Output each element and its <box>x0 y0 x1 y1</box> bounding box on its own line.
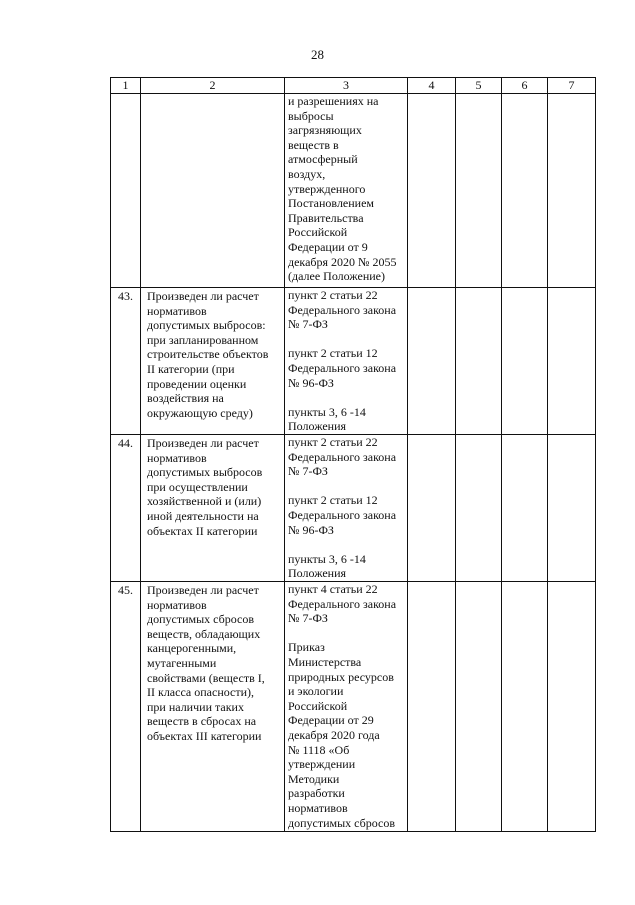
cell-col4 <box>408 94 456 288</box>
row-number: 45. <box>111 582 141 832</box>
table-row <box>111 435 596 582</box>
cell-col7 <box>548 94 596 288</box>
row-legal-basis: пункт 4 статьи 22 Федерального закона № 7-ФЗ Приказ Министерства природных ресурсов и экологии Российской Федерации от 29 декабря 2020 года № 1118 «Об утверждении Методики разработки нормативов допустимых сбросов <box>285 582 408 832</box>
table-row <box>111 582 596 832</box>
row-col6 <box>502 582 548 832</box>
row-col4 <box>408 288 456 435</box>
header-col-4: 4 <box>408 78 456 94</box>
row-col6 <box>502 288 548 435</box>
table-row <box>111 288 596 435</box>
row-number: 44. <box>111 435 141 582</box>
row-col7 <box>548 582 596 832</box>
row-question: Произведен ли расчет нормативов допустимых сбросов веществ, обладающих канцерогенными, мутагенными свойствами (веществ I, II класса опасности), при наличии таких веществ в сбросах на объектах III категории <box>141 582 285 832</box>
header-col-6: 6 <box>502 78 548 94</box>
row-question: Произведен ли расчет нормативов допустимых выбросов при осуществлении хозяйственной и (или) иной деятельности на объектах II категории <box>141 435 285 582</box>
row-col4 <box>408 435 456 582</box>
cell-question <box>141 94 285 288</box>
row-col7 <box>548 435 596 582</box>
row-col4 <box>408 582 456 832</box>
row-col7 <box>548 288 596 435</box>
row-legal-basis: пункт 2 статьи 22 Федерального закона № 7-ФЗ пункт 2 статьи 12 Федерального закона № 96-ФЗ пункты 3, 6 -14 Положения <box>285 435 408 582</box>
header-col-2: 2 <box>141 78 285 94</box>
row-number: 43. <box>111 288 141 435</box>
cell-col6 <box>502 94 548 288</box>
row-legal-basis: пункт 2 статьи 22 Федерального закона № 7-ФЗ пункт 2 статьи 12 Федерального закона № 96-ФЗ пункты 3, 6 -14 Положения <box>285 288 408 435</box>
page-number: 28 <box>311 47 324 62</box>
row-col6 <box>502 435 548 582</box>
row-col5 <box>456 435 502 582</box>
header-col-5: 5 <box>456 78 502 94</box>
requirements-table <box>110 77 596 832</box>
header-col-3: 3 <box>285 78 408 94</box>
row-question: Произведен ли расчет нормативов допустимых выбросов: при запланированном строительстве объектов II категории (при проведении оценки воздействия на окружающую среду) <box>141 288 285 435</box>
cell-col5 <box>456 94 502 288</box>
header-col-7: 7 <box>548 78 596 94</box>
cell-number <box>111 94 141 288</box>
continuation-row <box>111 94 596 288</box>
row-col5 <box>456 582 502 832</box>
header-row <box>111 78 596 94</box>
cell-legal-basis: и разрешениях на выбросы загрязняющих веществ в атмосферный воздух, утвержденного Постановлением Правительства Российской Федерации от 9 декабря 2020 № 2055 (далее Положение) <box>285 94 408 288</box>
header-col-1: 1 <box>111 78 141 94</box>
row-col5 <box>456 288 502 435</box>
